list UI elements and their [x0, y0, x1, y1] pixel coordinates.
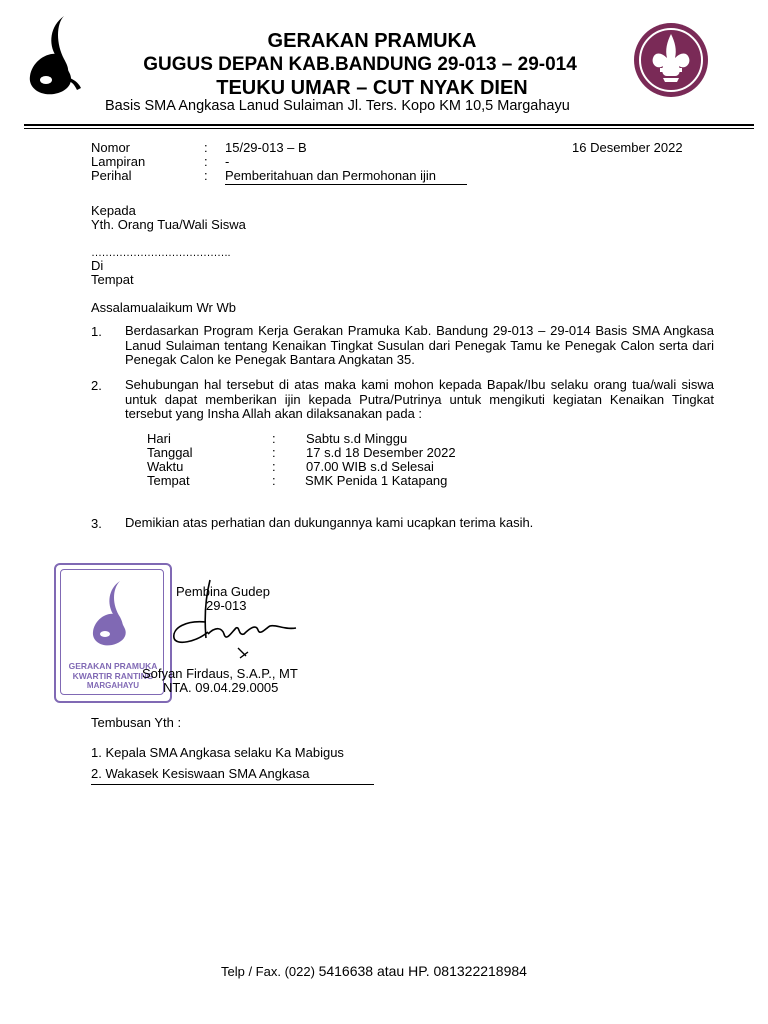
greeting: Assalamualaikum Wr Wb [91, 300, 236, 315]
lampiran-sep: : [204, 154, 208, 169]
cc-underline [91, 784, 374, 785]
schedule-sep: : [272, 473, 276, 488]
lampiran-value: - [225, 154, 230, 169]
recipient-name: Yth. Orang Tua/Wali Siswa [91, 217, 246, 232]
perihal-sep: : [204, 168, 208, 183]
unit-title: GUGUS DEPAN KAB.BANDUNG 29-013 – 29-014 [143, 54, 577, 75]
tempat-label: Tempat [91, 272, 134, 287]
paragraph-2-number: 2. [91, 378, 102, 393]
stamp-tunas-icon [90, 579, 134, 655]
schedule-value: 07.00 WIB s.d Selesai [306, 459, 434, 474]
stamp-text-2: KWARTIR RANTING [72, 671, 154, 681]
perihal-label: Perihal [91, 168, 132, 183]
perihal-underline [225, 184, 467, 185]
header-rule-thin [24, 128, 754, 129]
lampiran-label: Lampiran [91, 154, 146, 169]
di-label: Di [91, 258, 104, 273]
footer-label: Telp / Fax. (022) [221, 964, 315, 979]
nomor-value: 15/29-013 – B [225, 140, 307, 155]
org-title: GERAKAN PRAMUKA [267, 30, 477, 52]
cc-item: 2. Wakasek Kesiswaan SMA Angkasa [91, 766, 310, 781]
letter-date: 16 Desember 2022 [572, 140, 683, 155]
paragraph-3-number: 3. [91, 516, 102, 531]
cc-heading: Tembusan Yth : [91, 715, 182, 730]
schedule-label: Tanggal [147, 445, 193, 460]
schedule-value: Sabtu s.d Minggu [306, 431, 408, 446]
footer-contact [221, 963, 527, 979]
signatory-nta: NTA. 09.04.29.0005 [163, 680, 279, 695]
paragraph-3: Demikian atas perhatian dan dukungannya kami ucapkan terima kasih. [125, 515, 534, 530]
schedule-value: SMK Penida 1 Katapang [305, 473, 448, 488]
address-line: Basis SMA Angkasa Lanud Sulaiman Jl. Ters. Kopo KM 10,5 Margahayu [105, 98, 570, 114]
schedule-label: Tempat [147, 473, 190, 488]
nomor-label: Nomor [91, 140, 131, 155]
cc-item: 1. Kepala SMA Angkasa selaku Ka Mabigus [91, 745, 344, 760]
kepada-label: Kepada [91, 203, 136, 218]
paragraph-1-number: 1. [91, 324, 102, 339]
schedule-sep: : [272, 459, 276, 474]
stamp-text-1: GERAKAN PRAMUKA [68, 661, 158, 671]
official-stamp [54, 563, 172, 703]
schedule-label: Waktu [147, 459, 184, 474]
signatory-unit: 29-013 [206, 598, 247, 613]
schedule-sep: : [272, 445, 276, 460]
header-rule [24, 124, 754, 126]
handwritten-signature [166, 576, 306, 672]
paragraph-1: Berdasarkan Program Kerja Gerakan Pramuka Kab. Bandung 29-013 – 29-014 Basis SMA Angkasa Lanud Sulaiman tentang Kenaikan Tingkat Susulan dari Penegak Tamu ke Penegak Calon serta dari Penegak Calon ke Penegak Bantara Angkatan 35. [125, 323, 714, 367]
schedule-label: Hari [147, 431, 171, 446]
nomor-sep: : [204, 140, 208, 155]
schedule-value: 17 s.d 18 Desember 2022 [306, 445, 456, 460]
signatory-title: Pembina Gudep [176, 584, 270, 599]
names-title: TEUKU UMAR – CUT NYAK DIEN [216, 77, 528, 99]
schedule-sep: : [272, 431, 276, 446]
perihal-value: Pemberitahuan dan Permohonan ijin [225, 168, 437, 183]
paragraph-2: Sehubungan hal tersebut di atas maka kami mohon kepada Bapak/Ibu selaku orang tua/wali siswa untuk dapat memberikan ijin kepada Putra/Putrinya untuk mengikuti kegiatan Kenaikan Tingkat tersebut yang Insha Allah akan dilaksanakan pada : [125, 377, 714, 421]
stamp-text-3: MARGAHAYU [86, 681, 140, 690]
footer-numbers: 5416638 atau HP. 081322218984 [318, 963, 527, 979]
recipient-dots: …………………………………. [91, 247, 231, 259]
signatory-name: Sofyan Firdaus, S.A.P., MT [142, 666, 298, 681]
